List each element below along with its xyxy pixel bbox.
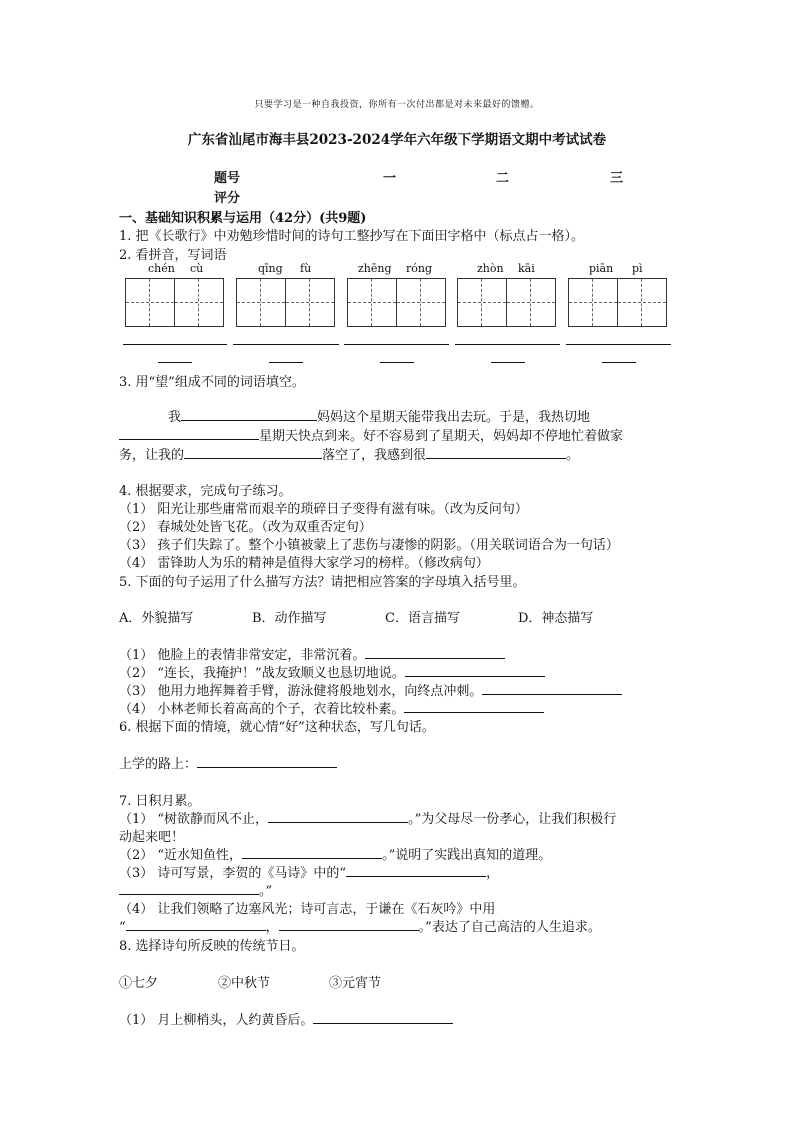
q7-line-5 [119,880,272,899]
q8-option-2: ②中秋节 [218,976,271,991]
q7-text: （1） “树欲静而风不止， [119,812,269,827]
q5-item-text: （1） 他脸上的表情非常安定，非常沉着。 [119,648,366,663]
q3-paragraph-line-3 [119,444,579,463]
answer-line[interactable] [344,344,449,345]
pinyin-2a: qīng [258,262,283,275]
fill-blank[interactable] [405,664,545,677]
fill-blank[interactable] [119,882,259,895]
score-col-2: 二 [496,171,510,186]
q4-item-4: （4） 雷锋助人为乐的精神是值得大家学习的榜样。（修改病句） [119,556,489,571]
q5-item-text: （2） “连长，我掩护！”战友致顺义也恳切地说。 [119,666,405,681]
q5-option-d: D．神态描写 [518,611,594,626]
fill-blank[interactable] [346,864,486,877]
fill-blank[interactable] [184,446,322,459]
q5-item-1 [119,644,505,663]
fill-blank[interactable] [365,646,505,659]
answer-line[interactable] [602,362,636,363]
q7-text: “ [119,920,126,935]
q5-item-4 [119,698,544,717]
q7-line-4 [119,862,499,881]
q8-item-1 [119,1009,453,1028]
q6-prompt: 上学的路上： [119,757,198,772]
tianzi-grid-1[interactable] [125,278,224,327]
q5-item-3 [119,680,622,699]
question-5: 5. 下面的句子运用了什么描写方法？请把相应答案的字母填入括号里。 [119,575,526,590]
q7-text: 。” [259,884,273,899]
answer-line[interactable] [269,362,303,363]
answer-line[interactable] [380,362,414,363]
pinyin-3b: róng [406,262,433,275]
fill-blank[interactable] [268,810,408,823]
q7-text: （3） 诗可写景，李贺的《马诗》中的“ [119,866,347,881]
pinyin-4a: zhòn [477,262,504,275]
q5-item-text: （3） 他用力地挥舞着手臂，游泳健将般地划水，向终点冲刺。 [119,684,483,699]
answer-line[interactable] [566,344,671,345]
q3-text: 星期天快点到来。好不容易到了星期天，妈妈却不停地忙着做家 [259,429,624,444]
q3-text: 我 [168,410,182,425]
question-7: 7. 日积月累。 [119,794,201,809]
q8-option-3: ③元宵节 [329,976,382,991]
q4-item-2: （2） 春城处处皆飞花。（改为双重否定句） [119,520,372,535]
q8-option-1: ①七夕 [119,976,159,991]
fill-blank[interactable] [119,427,259,440]
question-4: 4. 根据要求，完成句子练习。 [119,484,292,499]
exam-title: 广东省汕尾市海丰县2023-2024学年六年级下学期语文期中考试试卷 [187,132,607,148]
question-3: 3. 用“望”组成不同的词语填空。 [119,375,305,390]
question-8: 8. 选择诗句所反映的传统节日。 [119,939,305,954]
tianzi-grid-4[interactable] [457,278,556,327]
q7-text: 。”为父母尽一份孝心，让我们积极行 [408,812,617,827]
q5-item-2 [119,662,545,681]
section-1-heading: 一、基础知识积累与运用（42分）(共9题) [119,211,367,226]
q5-option-b: B．动作描写 [252,611,327,626]
score-col-3: 三 [610,171,624,186]
answer-line[interactable] [123,344,227,345]
fill-blank[interactable] [242,846,382,859]
pinyin-2b: fù [300,262,312,275]
answer-line[interactable] [491,362,525,363]
question-1: 1. 把《长歌行》中劝勉珍惜时间的诗句工整抄写在下面田字格中（标点占一格）。 [119,229,585,244]
q6-prompt-line [119,753,337,772]
fill-blank[interactable] [313,1011,453,1024]
pinyin-1a: chén [148,262,175,275]
q5-option-a: A．外貌描写 [119,611,194,626]
q7-line-3 [119,844,551,863]
fill-blank[interactable] [404,700,544,713]
fill-blank[interactable] [197,755,337,768]
q8-item-text: （1） 月上柳梢头，人约黄昏后。 [119,1013,314,1028]
tianzi-grid-5[interactable] [568,278,667,327]
q7-line-6: （4） 让我们领略了边塞风光；诗可言志，于谦在《石灰吟》中用 [119,902,496,917]
fill-blank[interactable] [279,918,419,931]
q3-paragraph-line-1 [168,406,590,425]
q3-text: 。 [566,448,580,463]
q7-text: ， [486,866,500,881]
question-2: 2. 看拼音，写词语 [119,248,227,263]
q7-text: 。”说明了实践出真知的道理。 [382,848,552,863]
q5-item-text: （4） 小林老师长着高高的个子，衣着比较朴素。 [119,702,405,717]
motto-header: 只要学习是一种自我投资，你所有一次付出都是对未来最好的馈赠。 [254,100,540,110]
q7-text: （2） “近水知鱼性， [119,848,243,863]
fill-blank[interactable] [181,408,317,421]
q3-text: 妈妈这个星期天能带我出去玩。于是，我热切地 [317,410,591,425]
q4-item-1: （1） 阳光让那些庸常而艰辛的琐碎日子变得有滋有味。（改为反问句） [119,502,528,517]
pinyin-4b: kāi [518,262,535,275]
q4-item-3: （3） 孩子们失踪了。整个小镇被蒙上了悲伤与凄惨的阴影。（用关联词语合为一句话） [119,538,619,553]
fill-blank[interactable] [126,918,266,931]
fill-blank[interactable] [426,446,566,459]
pinyin-3a: zhēng [358,262,392,275]
answer-line[interactable] [455,344,560,345]
q3-text: 务，让我的 [119,448,185,463]
score-col-1: 一 [383,171,397,186]
q7-line-1 [119,808,616,827]
question-6: 6. 根据下面的情境，就心情“好”这种状态，写几句话。 [119,720,435,735]
tianzi-grid-2[interactable] [236,278,335,327]
answer-line[interactable] [158,362,192,363]
answer-line[interactable] [233,344,339,345]
score-table-header-label: 题号 [214,171,241,186]
pinyin-5b: pì [632,262,643,275]
q3-text: 落空了，我感到很 [322,448,427,463]
score-table-score-label: 评分 [214,191,241,206]
q7-text: ， [265,920,279,935]
pinyin-5a: piān [589,262,614,275]
tianzi-grid-3[interactable] [347,278,446,327]
q7-line-7 [119,916,601,935]
pinyin-1b: cù [190,262,204,275]
q5-option-c: C．语言描写 [385,611,460,626]
q7-line-2: 动起来吧！ [119,830,185,845]
q7-text: 。”表达了自己高洁的人生追求。 [418,920,601,935]
fill-blank[interactable] [482,682,622,695]
q3-paragraph-line-2 [119,425,623,444]
